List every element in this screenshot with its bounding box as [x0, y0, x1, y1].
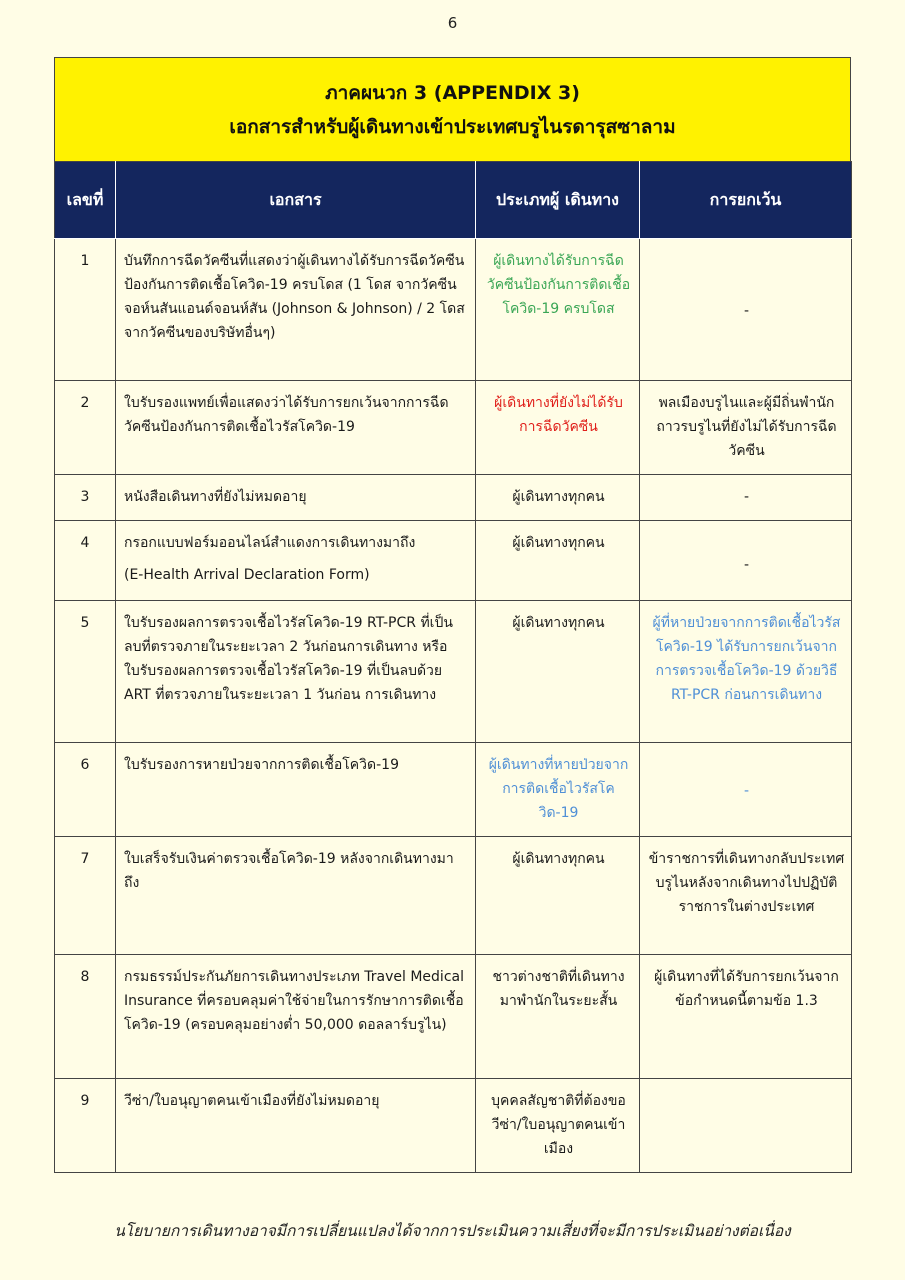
row-exemption: -: [743, 557, 750, 573]
row-document: ใบรับรองการหายป่วยจากการติดเชื้อโควิด-19: [116, 743, 476, 837]
row-number: 9: [55, 1079, 116, 1173]
row-traveler-type: ผู้เดินทางที่หายป่วยจากการติดเชื้อไวรัสโควิด-19: [476, 743, 640, 837]
page-number: 6: [447, 14, 458, 32]
row-document: กรมธรรม์ประกันภัยการเดินทางประเภท Travel Medical Insurance ที่ครอบคลุมค่าใช้จ่ายในการรักษาการติดเชื้อโควิด-19 (ครอบคลุมอย่างต่ำ 50,000 ดอลลาร์บรูไน): [116, 955, 476, 1079]
row-exemption: ผู้ที่หายป่วยจากการติดเชื้อไวรัสโควิด-19 ได้รับการยกเว้นจากการตรวจเชื้อโควิด-19 ด้วยวิธี RT-PCR ก่อนการเดินทาง: [640, 601, 852, 743]
table-row: [55, 1079, 852, 1173]
row-document-sub: (E-Health Arrival Declaration Form): [124, 567, 370, 583]
row-number: 8: [55, 955, 116, 1079]
row-exemption: [640, 1079, 852, 1173]
table-row: [55, 475, 852, 521]
row-exemption-cell: [640, 521, 852, 601]
row-number: 4: [55, 521, 116, 601]
row-exemption: พลเมืองบรูไนและผู้มีถิ่นพำนักถาวรบรูไนที่ยังไม่ได้รับการฉีดวัคซีน: [640, 381, 852, 475]
table-row: [55, 601, 852, 743]
header-document: เอกสาร: [116, 162, 476, 239]
row-traveler-type: ผู้เดินทางทุกคน: [476, 521, 640, 601]
row-traveler-type: ผู้เดินทางทุกคน: [476, 475, 640, 521]
row-number: 1: [55, 239, 116, 381]
row-exemption: -: [640, 475, 852, 521]
row-document: ใบรับรองผลการตรวจเชื้อไวรัสโควิด-19 RT-PCR ที่เป็นลบที่ตรวจภายในระยะเวลา 2 วันก่อนการเดินทาง หรือ ใบรับรองผลการตรวจเชื้อไวรัสโควิด-19 ที่เป็นลบด้วย ART ที่ตรวจภายในระยะเวลา 1 วันก่อน การเดินทาง: [116, 601, 476, 743]
header-exemption: การยกเว้น: [640, 162, 852, 239]
row-document: บันทึกการฉีดวัคซีนที่แสดงว่าผู้เดินทางได้รับการฉีดวัคซีนป้องกันการติดเชื้อโควิด-19 ครบโดส (1 โดส จากวัคซีนจอห์นสันแอนด์จอนห์สัน (Johnson & Johnson) / 2 โดส จากวัคซีนของบริษัทอื่นๆ): [116, 239, 476, 381]
table-row: [55, 837, 852, 955]
row-document: กรอกแบบฟอร์มออนไลน์สำแดงการเดินทางมาถึง: [124, 535, 416, 551]
header-no: เลขที่: [55, 162, 116, 239]
header-traveler-type: ประเภทผู้ เดินทาง: [476, 162, 640, 239]
appendix-title-box: [54, 57, 851, 161]
row-exemption: -: [640, 743, 852, 837]
table-row: [55, 381, 852, 475]
documents-table: [54, 161, 852, 1173]
row-document: ใบรับรองแพทย์เพื่อแสดงว่าได้รับการยกเว้นจากการฉีดวัคซีนป้องกันการติดเชื้อไวรัสโควิด-19: [116, 381, 476, 475]
row-document: วีซ่า/ใบอนุญาตคนเข้าเมืองที่ยังไม่หมดอายุ: [116, 1079, 476, 1173]
table-row: [55, 521, 852, 601]
row-document: หนังสือเดินทางที่ยังไม่หมดอายุ: [116, 475, 476, 521]
appendix-title: ภาคผนวก 3 (APPENDIX 3): [325, 81, 580, 104]
row-traveler-type: ผู้เดินทางทุกคน: [476, 837, 640, 955]
table-row: [55, 955, 852, 1079]
row-traveler-type: ผู้เดินทางได้รับการฉีดวัคซีนป้องกันการติดเชื้อโควิด-19 ครบโดส: [476, 239, 640, 381]
table-row: [55, 743, 852, 837]
row-number: 3: [55, 475, 116, 521]
row-exemption: ข้าราชการที่เดินทางกลับประเทศบรูไนหลังจากเดินทางไปปฏิบัติราชการในต่างประเทศ: [640, 837, 852, 955]
row-traveler-type: บุคคลสัญชาติที่ต้องขอวีซ่า/ใบอนุญาตคนเข้าเมือง: [476, 1079, 640, 1173]
appendix-subtitle: เอกสารสำหรับผู้เดินทางเข้าประเทศบรูไนรดารุสซาลาม: [229, 115, 676, 138]
appendix-container: [54, 57, 851, 1173]
table-row: [55, 239, 852, 381]
row-traveler-type: ผู้เดินทางที่ยังไม่ได้รับการฉีดวัคซีน: [476, 381, 640, 475]
row-number: 7: [55, 837, 116, 955]
row-document-cell: [116, 521, 476, 601]
row-exemption: -: [640, 239, 852, 381]
row-exemption: ผู้เดินทางที่ได้รับการยกเว้นจากข้อกำหนดนี้ตามข้อ 1.3: [640, 955, 852, 1079]
row-number: 5: [55, 601, 116, 743]
row-document: ใบเสร็จรับเงินค่าตรวจเชื้อโควิด-19 หลังจากเดินทางมาถึง: [116, 837, 476, 955]
row-traveler-type: ชาวต่างชาติที่เดินทางมาพำนักในระยะสั้น: [476, 955, 640, 1079]
row-traveler-type: ผู้เดินทางทุกคน: [476, 601, 640, 743]
row-number: 2: [55, 381, 116, 475]
table-header-row: [55, 162, 852, 239]
footer-note: นโยบายการเดินทางอาจมีการเปลี่ยนแปลงได้จากการประเมินความเสี่ยงที่จะมีการประเมินอย่างต่อเนื่อง: [114, 1222, 791, 1240]
row-number: 6: [55, 743, 116, 837]
